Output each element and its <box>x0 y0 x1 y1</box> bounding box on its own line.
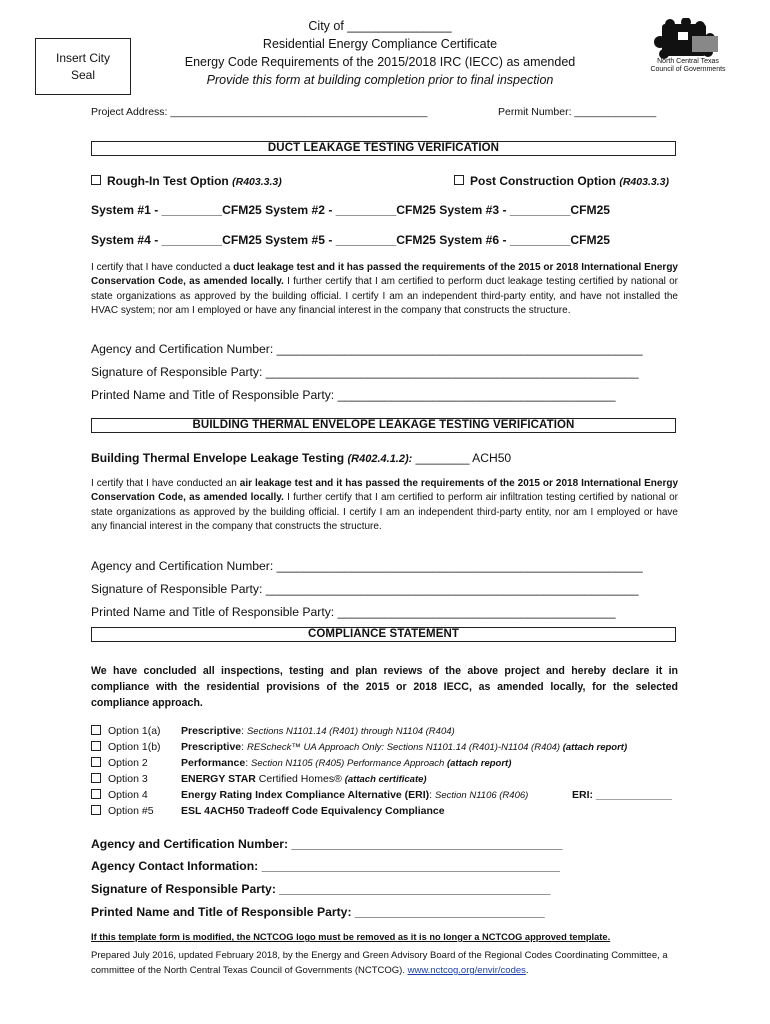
form-title: Residential Energy Compliance Certificate <box>262 37 498 51</box>
option-1b-title: Prescriptive <box>181 741 242 753</box>
form-instruction: Provide this form at building completion prior to final inspection <box>206 73 554 87</box>
option-4-title: Energy Rating Index Compliance Alternative (ERI) <box>181 789 430 801</box>
option-3-row[interactable] <box>91 773 427 786</box>
option-3-title: ENERGY STAR <box>181 773 256 785</box>
envelope-section-heading: BUILDING THERMAL ENVELOPE LEAKAGE TESTING VERIFICATION <box>91 418 676 433</box>
city-seal-box <box>35 38 131 95</box>
compliance-section-heading: COMPLIANCE STATEMENT <box>91 627 676 642</box>
compliance-signature-field[interactable]: Signature of Responsible Party: ________________________________________ <box>91 882 551 896</box>
option-1a-label: Option 1(a) <box>108 725 161 737</box>
compliance-statement: We have concluded all inspections, testing and plan reviews of the above project and hereby declare it in compliance with the residential provisions of the 2015 or 2018 IECC, as amended locally, for the selected compliance approach. <box>91 665 678 709</box>
duct-section-heading: DUCT LEAKAGE TESTING VERIFICATION <box>91 141 676 156</box>
permit-number-field[interactable]: Permit Number: ______________ <box>498 106 657 118</box>
option-4-sep: : <box>429 789 436 801</box>
option-5-row[interactable] <box>91 805 445 818</box>
envelope-agency-field[interactable]: Agency and Certification Number: ______________________________________________________ <box>91 559 643 573</box>
form-subtitle: Energy Code Requirements of the 2015/2018 IRC (IECC) as amended <box>184 55 576 69</box>
envelope-test-label: Building Thermal Envelope Leakage Testing <box>91 451 345 465</box>
template-warning: If this template form is modified, the NCTCOG logo must be removed as it is no longer a NCTCOG approved template. <box>91 932 611 942</box>
option-5-checkbox[interactable] <box>91 805 101 815</box>
compliance-contact-field[interactable]: Agency Contact Information: ____________________________________________ <box>91 859 560 873</box>
envelope-certification-text <box>91 477 678 534</box>
duct-cert-b: duct leakage test and it has passed the requirements of the 2015 or 2018 International Energy Conservation Code, as amended locally. <box>91 262 678 288</box>
option-2-attach: (attach report) <box>444 758 512 769</box>
env-cert-b: air leakage test and it has passed the requirements of the 2015 or 2018 International Energy Conservation Code, as amended locally. <box>91 478 679 504</box>
duct-printed-name-field[interactable]: Printed Name and Title of Responsible Party: _________________________________________ <box>91 388 616 402</box>
option-3-sep: Certified Homes® <box>255 773 345 785</box>
envelope-signature-field[interactable]: Signature of Responsible Party: _______________________________________________________ <box>91 582 639 596</box>
eri-label[interactable]: ERI: _____________ <box>572 789 672 801</box>
option-2-checkbox[interactable] <box>91 757 101 767</box>
compliance-printed-name-field[interactable]: Printed Name and Title of Responsible Party: ____________________________ <box>91 905 545 919</box>
duct-agency-field[interactable]: Agency and Certification Number: ______________________________________________________ <box>91 342 643 356</box>
post-construction-option[interactable] <box>454 174 669 188</box>
option-3-checkbox[interactable] <box>91 773 101 783</box>
prepared-note <box>91 948 678 978</box>
prepared-period: . <box>525 965 529 976</box>
duct-certification-text <box>91 261 678 318</box>
systems-row-2[interactable]: System #4 - _________CFM25 System #5 - _________CFM25 System #6 - _________CFM25 <box>91 233 611 247</box>
rough-in-label: Rough-In Test Option <box>107 174 229 188</box>
duct-cert-a: I certify that I have conducted a <box>91 262 234 273</box>
post-construction-ref: (R403.3.3) <box>619 176 669 188</box>
option-1b-label: Option 1(b) <box>108 741 161 753</box>
envelope-printed-name-field[interactable]: Printed Name and Title of Responsible Party: _________________________________________ <box>91 605 616 619</box>
option-1a-checkbox[interactable] <box>91 725 101 735</box>
option-1b-checkbox[interactable] <box>91 741 101 751</box>
seal-line2: Seal <box>70 67 96 82</box>
envelope-test-ref: (R402.4.1.2): <box>347 453 413 465</box>
option-2-title: Performance <box>181 757 246 769</box>
envelope-test-line[interactable] <box>91 451 511 465</box>
nctcog-logo-icon <box>640 18 735 88</box>
logo-line1: North Central Texas <box>657 58 719 65</box>
env-cert-a: I certify that I have conducted an <box>91 478 240 489</box>
option-2-label: Option 2 <box>108 757 148 769</box>
option-4-ref: Section N1106 (R406) <box>435 790 529 801</box>
option-2-sep: : <box>245 757 252 769</box>
duct-signature-field[interactable]: Signature of Responsible Party: _______________________________________________________ <box>91 365 639 379</box>
rough-in-option[interactable] <box>91 174 282 188</box>
option-1a-ref: Sections N1101.14 (R401) through N1104 (R404) <box>246 726 455 737</box>
compliance-agency-field[interactable]: Agency and Certification Number: ________________________________________ <box>91 837 563 851</box>
option-3-attach: (attach certificate) <box>344 774 427 785</box>
option-3-label: Option 3 <box>108 773 148 785</box>
option-4-label: Option 4 <box>108 789 148 801</box>
envelope-test-blank[interactable]: ________ ACH50 <box>412 451 512 465</box>
option-1b-attach: (attach report) <box>560 742 628 753</box>
option-1b-sep: : <box>241 741 247 753</box>
city-name[interactable]: City of _______________ <box>308 19 452 33</box>
post-construction-checkbox[interactable] <box>454 175 464 185</box>
post-construction-label: Post Construction Option <box>470 174 616 188</box>
prepared-text: Prepared July 2016, updated February 2018, by the Energy and Green Advisory Board of the Regional Codes Coordinating Committee, a committee of the North Central Texas Council of Governments (NCTCOG). <box>91 950 668 976</box>
option-1a-sep: : <box>241 725 247 737</box>
logo-caption <box>638 58 738 74</box>
project-address-field[interactable]: Project Address: ____________________________________________ <box>91 106 428 118</box>
option-2-row[interactable] <box>91 757 512 770</box>
option-1a-title: Prescriptive <box>181 725 242 737</box>
option-1b-ref: REScheck™ UA Approach Only: Sections N1101.14 (R401)-N1104 (R404) <box>246 742 561 753</box>
systems-row-1[interactable]: System #1 - _________CFM25 System #2 - _________CFM25 System #3 - _________CFM25 <box>91 203 611 217</box>
option-5-title: ESL 4ACH50 Tradeoff Code Equivalency Compliance <box>181 805 445 817</box>
option-2-ref: Section N1105 (R405) Performance Approach <box>251 758 445 769</box>
logo-line2: Council of Governments <box>650 66 726 73</box>
option-5-label: Option #5 <box>108 805 154 817</box>
eri-field[interactable] <box>572 789 672 801</box>
option-4-row[interactable] <box>91 789 681 802</box>
rough-in-ref: (R403.3.3) <box>232 176 282 188</box>
duct-cert-c: I further certify that I am certified to perform duct leakage testing certified by national or state organizations as approved by the building official. I certify I am an independent third-party entity, and have not installed the HVAC system; nor am I employed or have any financial interest in the company that constructs the structure. <box>91 276 679 316</box>
rough-in-checkbox[interactable] <box>91 175 101 185</box>
nctcog-link[interactable]: www.nctcog.org/envir/codes <box>407 965 526 976</box>
seal-line1: Insert City <box>55 50 110 65</box>
env-cert-c: I further certify that I am certified to perform air infiltration testing certified by national or state organizations as approved by the building official. I certify I am an independent third-party entity, nor am I employed or have any financial interest in the company that constructs the structure. <box>91 492 678 532</box>
option-1b-row[interactable] <box>91 741 628 754</box>
option-1a-row[interactable] <box>91 725 455 738</box>
option-4-checkbox[interactable] <box>91 789 101 799</box>
